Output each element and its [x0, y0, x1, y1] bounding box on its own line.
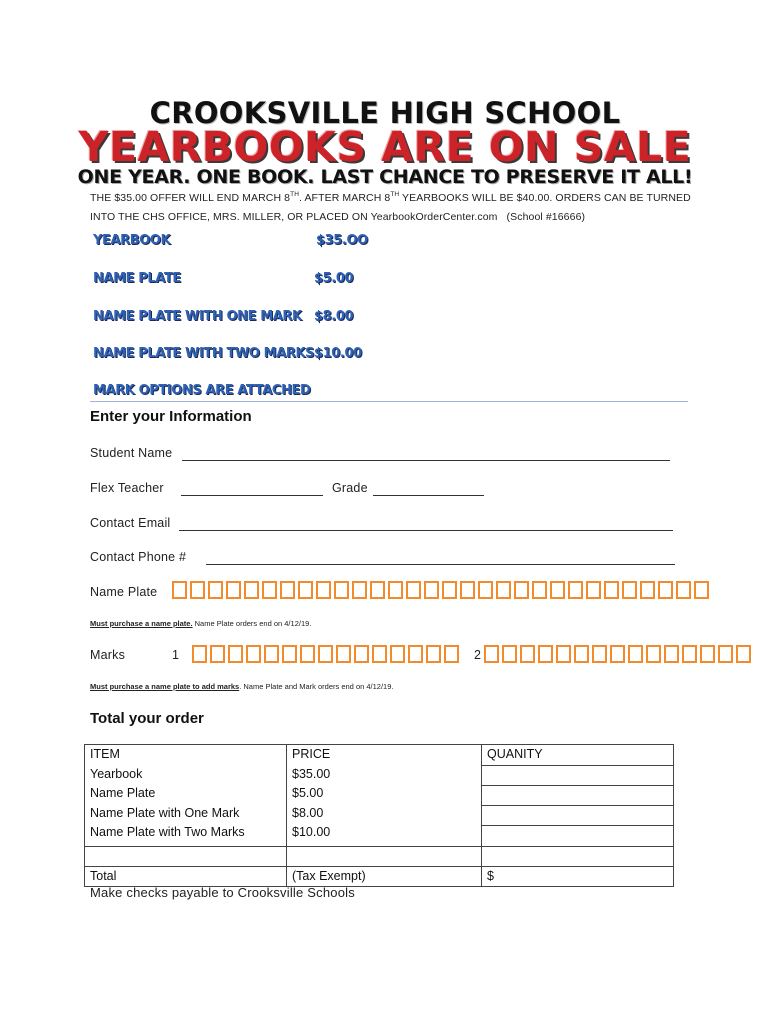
mark-2-label: 2 [474, 648, 482, 662]
school-code: (School #16666) [506, 211, 586, 223]
info-title: Enter your Information [90, 408, 252, 425]
col-price-header: PRICE [292, 747, 331, 761]
price-value-yearbook: $35.OO [316, 233, 368, 248]
blank-cell [85, 846, 287, 866]
order-row-item: Name Plate [90, 786, 156, 801]
qty-input-one-mark[interactable] [482, 805, 673, 825]
qty-input-yearbook[interactable] [482, 765, 673, 785]
blank-cell [287, 846, 482, 866]
qty-input-two-marks[interactable] [482, 825, 673, 846]
mark-2-boxes[interactable] [484, 645, 754, 663]
price-column [287, 745, 482, 847]
name-plate-note: Must purchase a name plate. Name Plate orders end on 4/12/19. [90, 619, 312, 628]
contact-email-field[interactable] [179, 518, 673, 531]
price-value-one-mark: $8.00 [314, 309, 354, 324]
total-label: Total [85, 866, 287, 886]
name-plate-label: Name Plate [90, 585, 158, 599]
price-label-two-marks: NAME PLATE WITH TWO MARKS [93, 346, 315, 361]
price-value-two-marks: $10.00 [314, 346, 362, 361]
col-qty-header: QUANITY [487, 747, 543, 761]
mark-1-boxes[interactable] [192, 645, 462, 663]
blank-cell [482, 846, 674, 866]
order-row-price: $35.00 [292, 766, 331, 781]
price-label-yearbook: YEARBOOK [93, 233, 171, 248]
student-name-label: Student Name [90, 446, 173, 460]
price-label-one-mark: NAME PLATE WITH ONE MARK [93, 309, 302, 324]
quantity-column [482, 745, 674, 847]
price-value-name-plate: $5.00 [314, 271, 354, 286]
total-amount-field[interactable]: $ [482, 866, 674, 886]
price-label-name-plate: NAME PLATE [93, 271, 181, 286]
headline: YEARBOOKS ARE ON SALE [78, 123, 692, 171]
order-row-price: $10.00 [292, 825, 331, 840]
grade-label: Grade [332, 481, 368, 495]
checks-note: Make checks payable to Crooksville Schools [90, 885, 355, 900]
flex-teacher-field[interactable] [181, 483, 323, 496]
order-row-item: Name Plate with One Mark [90, 805, 240, 820]
intro-line-1: THE $35.00 OFFER WILL END MARCH 8TH. AFTER MARCH 8TH YEARBOOKS WILL BE $40.00. ORDERS CAN BE TURNED [90, 191, 691, 204]
contact-phone-label: Contact Phone # [90, 550, 187, 564]
section-divider [90, 401, 688, 402]
school-title: CROOKSVILLE HIGH SCHOOL [149, 96, 621, 130]
mark-1-label: 1 [172, 648, 180, 662]
contact-email-label: Contact Email [90, 516, 171, 530]
order-row-price: $8.00 [292, 805, 324, 820]
student-name-field[interactable] [182, 448, 670, 461]
order-row-price: $5.00 [292, 786, 324, 801]
qty-input-name-plate[interactable] [482, 785, 673, 805]
order-table [84, 744, 674, 887]
order-row-item: Name Plate with Two Marks [90, 825, 245, 840]
flex-teacher-label: Flex Teacher [90, 481, 164, 495]
item-column [85, 745, 287, 847]
intro-line-2: INTO THE CHS OFFICE, MRS. MILLER, OR PLACED ON YearbookOrderCenter.com (School #16666) [90, 211, 586, 223]
contact-phone-field[interactable] [206, 552, 675, 565]
order-title: Total your order [90, 710, 204, 727]
name-plate-boxes[interactable] [172, 581, 712, 599]
total-price: (Tax Exempt) [287, 866, 482, 886]
grade-field[interactable] [373, 483, 484, 496]
marks-label: Marks [90, 648, 126, 662]
order-row-item: Yearbook [90, 766, 143, 781]
mark-options-note: MARK OPTIONS ARE ATTACHED [93, 383, 311, 398]
marks-note: Must purchase a name plate to add marks. Name Plate and Mark orders end on 4/12/19. [90, 682, 394, 691]
col-item-header: ITEM [90, 747, 120, 761]
tagline: ONE YEAR. ONE BOOK. LAST CHANCE TO PRESERVE IT ALL! [77, 166, 693, 188]
